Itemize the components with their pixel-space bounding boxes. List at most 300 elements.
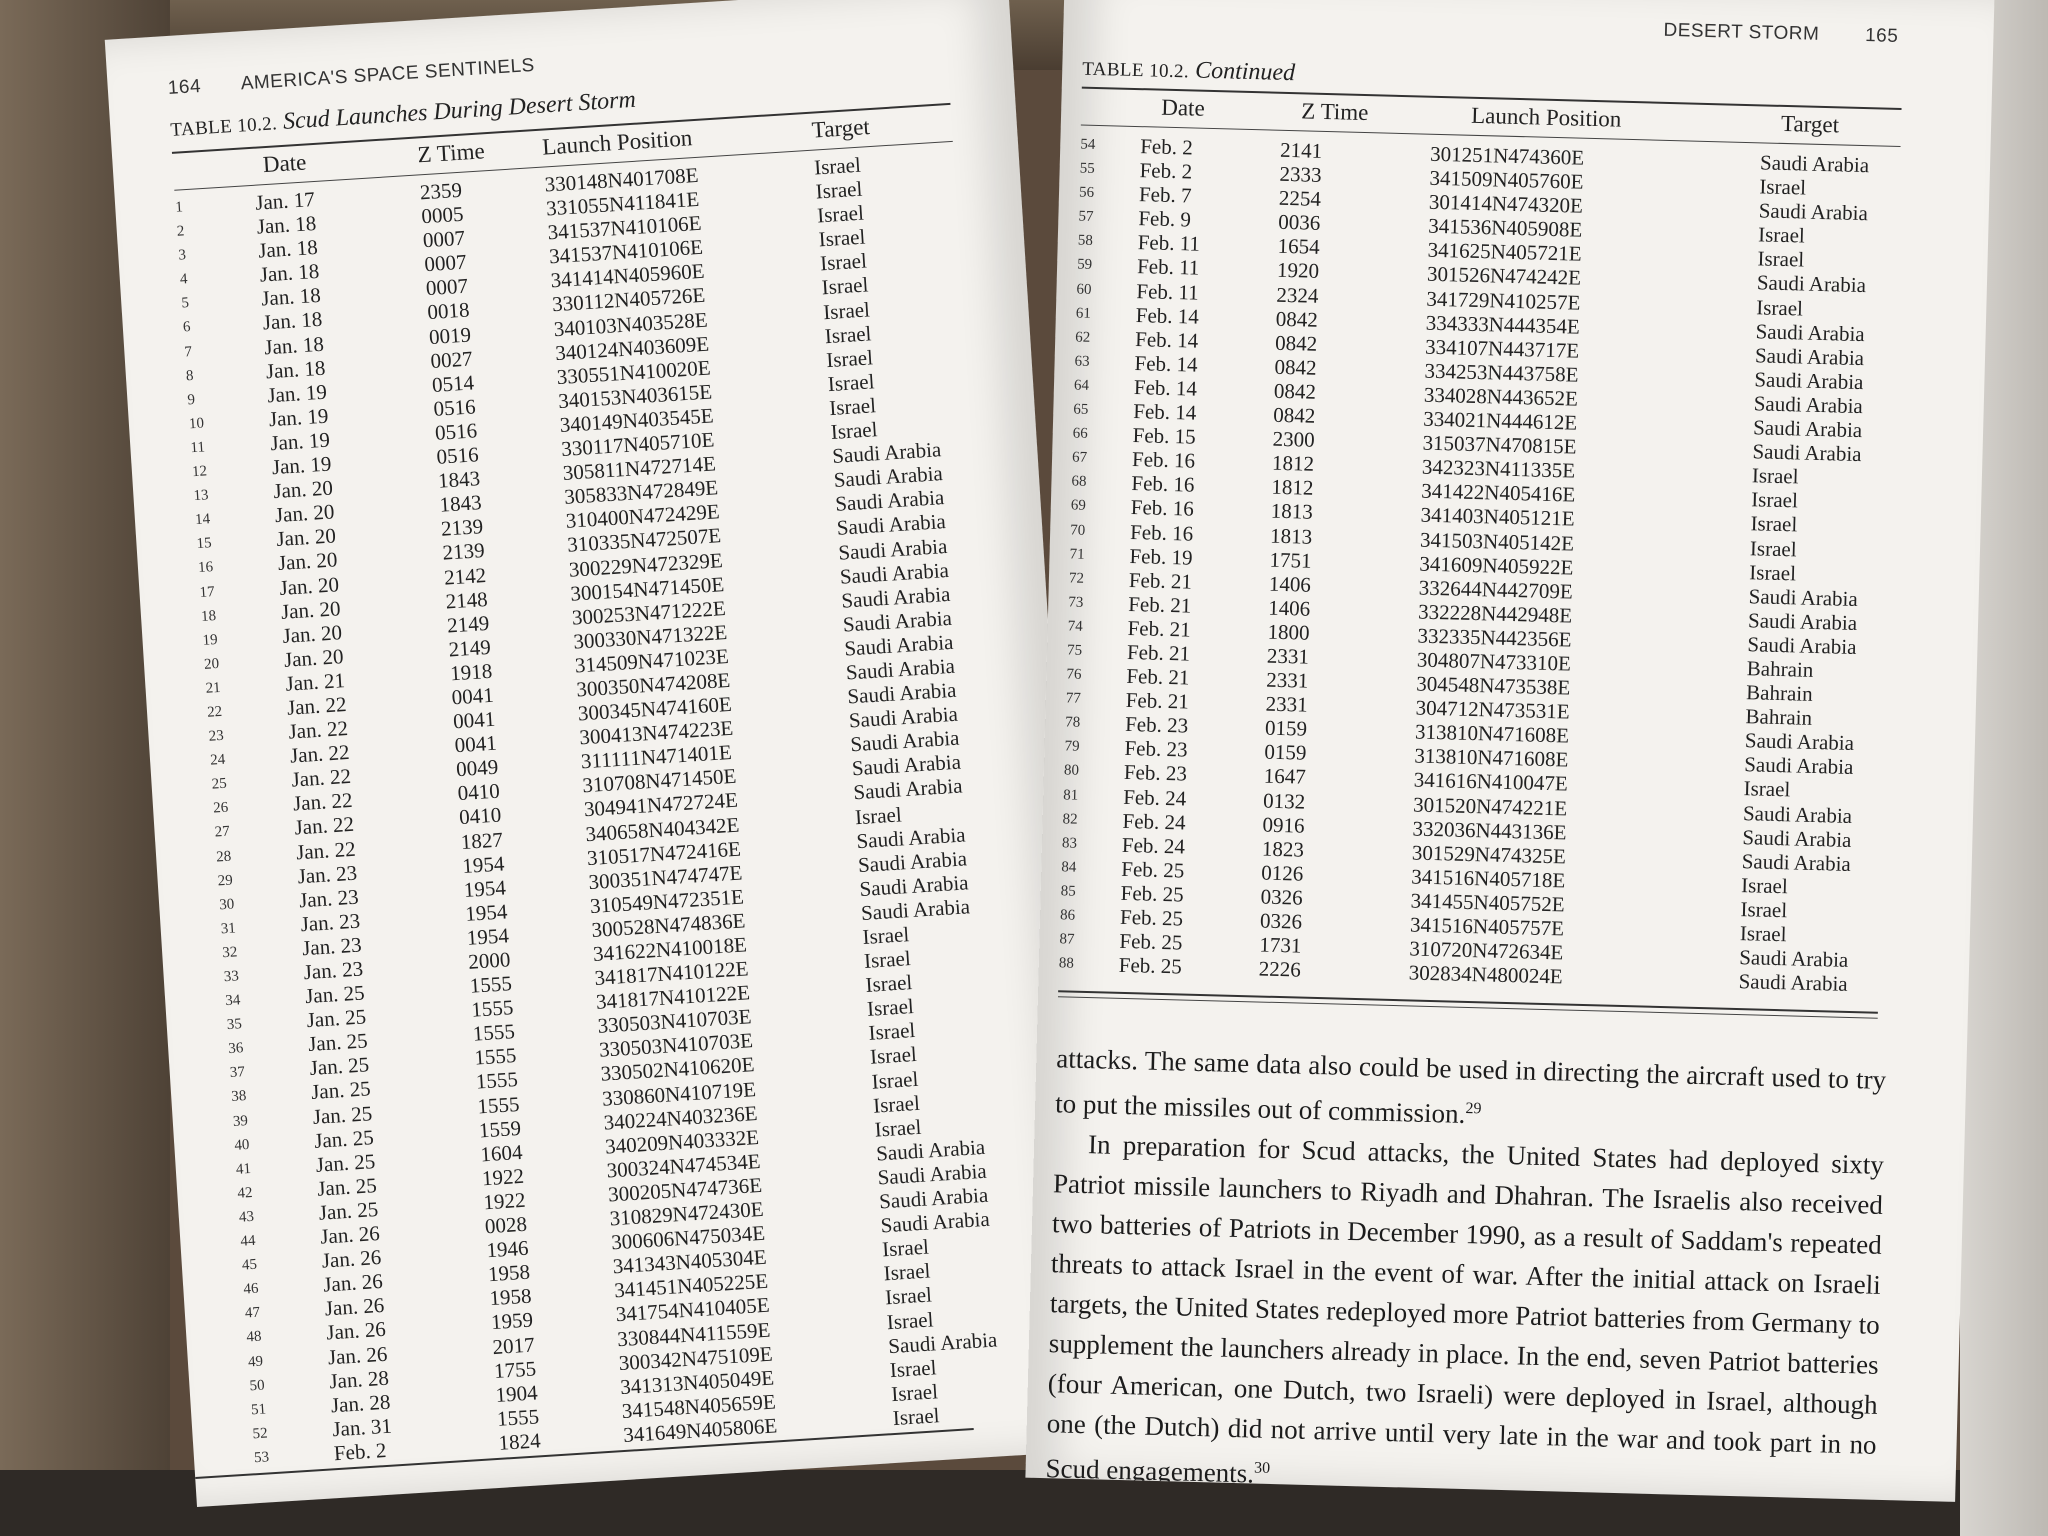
right-table-caption xyxy=(1082,55,1295,88)
left-page-number: 164 xyxy=(167,75,202,99)
row-ztime: 1812 xyxy=(1271,450,1315,476)
row-number: 3 xyxy=(177,247,187,264)
row-ztime: 1812 xyxy=(1271,474,1314,501)
row-date: Jan. 28 xyxy=(330,1389,392,1418)
row-position: 304941N472724E xyxy=(583,788,739,822)
row-position: 341622N410018E xyxy=(592,932,748,966)
row-date: Jan. 25 xyxy=(310,1076,372,1105)
row-position: 341509N405760E xyxy=(1429,165,1584,194)
row-number: 80 xyxy=(1063,762,1080,780)
row-position: 334333N444354E xyxy=(1425,310,1581,339)
row-ztime: 1731 xyxy=(1259,932,1302,958)
row-position: 341536N405908E xyxy=(1427,213,1583,242)
row-position: 300528N474836E xyxy=(590,908,747,942)
row-date: Jan. 18 xyxy=(265,355,326,384)
row-ztime: 0842 xyxy=(1274,330,1318,356)
row-number: 2 xyxy=(176,223,185,240)
row-target: Saudi Arabia xyxy=(840,581,951,613)
row-number: 51 xyxy=(250,1401,267,1419)
row-target: Israel xyxy=(830,417,879,445)
row-target: Israel xyxy=(1749,535,1797,561)
row-ztime: 0159 xyxy=(1264,739,1307,766)
row-ztime: 2324 xyxy=(1276,282,1319,308)
row-ztime: 1918 xyxy=(449,658,493,686)
row-date: Feb. 11 xyxy=(1136,254,1200,281)
row-target: Saudi Arabia xyxy=(1752,439,1862,467)
row-number: 59 xyxy=(1076,256,1093,274)
row-target: Saudi Arabia xyxy=(858,870,970,901)
row-ztime: 1954 xyxy=(466,923,510,950)
row-position: 341414N405960E xyxy=(549,259,706,293)
row-number: 15 xyxy=(196,535,213,553)
row-number: 52 xyxy=(252,1425,269,1443)
row-position: 330844N411559E xyxy=(616,1317,771,1351)
row-position: 301526N474242E xyxy=(1426,262,1582,291)
row-number: 75 xyxy=(1066,642,1083,659)
row-target: Israel xyxy=(866,994,915,1022)
row-position: 330503N410703E xyxy=(598,1028,754,1063)
row-target: Israel xyxy=(1739,921,1787,947)
row-target: Saudi Arabia xyxy=(1743,752,1854,780)
row-position: 341313N405049E xyxy=(619,1365,775,1399)
row-number: 32 xyxy=(221,944,238,962)
row-number: 6 xyxy=(182,319,191,336)
row-date: Jan. 18 xyxy=(256,211,317,239)
row-date: Jan. 20 xyxy=(272,475,334,504)
row-date: Jan. 26 xyxy=(322,1269,384,1297)
right-col-position: Launch Position xyxy=(1470,102,1622,132)
row-number: 34 xyxy=(224,992,241,1010)
left-table-title: Scud Launches During Desert Storm xyxy=(282,86,637,135)
row-number: 70 xyxy=(1070,521,1086,539)
row-target: Saudi Arabia xyxy=(860,894,971,925)
right-table-label: TABLE 10.2. xyxy=(1082,58,1190,83)
row-ztime: 2139 xyxy=(440,514,484,541)
row-ztime: 1823 xyxy=(1261,836,1305,862)
row-number: 1 xyxy=(174,199,184,216)
row-ztime: 1922 xyxy=(481,1163,525,1191)
row-target: Israel xyxy=(813,152,862,180)
right-col-ztime: Z Time xyxy=(1300,98,1369,126)
row-target: Israel xyxy=(863,946,912,974)
row-number: 27 xyxy=(214,824,231,841)
footnote-ref-30: 30 xyxy=(1253,1459,1271,1477)
row-position: 341422N405416E xyxy=(1421,478,1576,507)
row-position: 341817N410122E xyxy=(593,956,750,991)
row-date: Feb. 14 xyxy=(1134,350,1198,377)
left-col-date: Date xyxy=(262,149,308,178)
row-ztime: 2000 xyxy=(467,947,512,974)
row-position: 341455N405752E xyxy=(1410,888,1565,917)
row-number: 43 xyxy=(238,1208,255,1226)
row-ztime: 2017 xyxy=(491,1331,536,1359)
row-ztime: 1954 xyxy=(464,899,508,926)
row-position: 310720N472634E xyxy=(1409,936,1564,965)
row-number: 22 xyxy=(206,703,223,721)
row-date: Feb. 2 xyxy=(1139,158,1193,184)
row-target: Saudi Arabia xyxy=(1738,945,1849,973)
right-body-text xyxy=(1045,1038,1886,1502)
row-position: 341516N405757E xyxy=(1409,912,1565,941)
row-target: Israel xyxy=(884,1282,933,1310)
row-number: 45 xyxy=(241,1256,258,1274)
right-col-date: Date xyxy=(1160,94,1206,121)
row-ztime: 1920 xyxy=(1276,258,1320,284)
row-position: 310335N472507E xyxy=(566,523,722,558)
row-target: Israel xyxy=(1750,487,1799,513)
row-date: Jan. 19 xyxy=(269,427,331,456)
row-number: 86 xyxy=(1059,907,1076,924)
row-target: Bahrain xyxy=(1745,704,1813,731)
row-number: 84 xyxy=(1061,859,1077,876)
row-target: Saudi Arabia xyxy=(831,437,942,469)
row-position: 305811N472714E xyxy=(562,451,717,486)
row-date: Jan. 22 xyxy=(290,764,352,792)
row-position: 300413N474223E xyxy=(578,715,734,750)
row-number: 30 xyxy=(218,896,235,914)
row-date: Jan. 22 xyxy=(293,812,355,840)
row-date: Feb. 25 xyxy=(1120,880,1185,907)
right-table-bottom-rule-2 xyxy=(1058,996,1878,1018)
row-target: Saudi Arabia xyxy=(852,773,964,805)
right-page-number: 165 xyxy=(1864,25,1899,47)
row-target: Saudi Arabia xyxy=(833,461,944,493)
row-position: 341537N410106E xyxy=(546,210,703,245)
row-target: Israel xyxy=(889,1354,938,1382)
row-number: 58 xyxy=(1077,232,1093,250)
row-target: Israel xyxy=(1759,174,1807,200)
row-position: 330502N410620E xyxy=(599,1052,756,1087)
row-date: Jan. 19 xyxy=(268,403,330,432)
row-position: 341343N405304E xyxy=(612,1244,768,1279)
row-ztime: 0842 xyxy=(1272,402,1316,428)
row-number: 8 xyxy=(185,367,195,385)
row-number: 71 xyxy=(1069,546,1085,563)
row-target: Saudi Arabia xyxy=(855,822,967,853)
row-ztime: 1406 xyxy=(1268,571,1312,597)
row-date: Feb. 7 xyxy=(1138,182,1192,208)
row-ztime: 1406 xyxy=(1267,595,1311,621)
row-position: 302834N480024E xyxy=(1408,960,1564,989)
row-position: 301520N474221E xyxy=(1412,792,1568,821)
row-number: 76 xyxy=(1066,666,1082,683)
row-ztime: 0036 xyxy=(1278,210,1321,236)
row-number: 64 xyxy=(1073,377,1090,394)
row-target: Israel xyxy=(881,1234,930,1262)
row-ztime: 0159 xyxy=(1264,715,1308,741)
row-ztime: 0007 xyxy=(422,225,466,253)
right-table-body xyxy=(1059,133,1901,997)
row-date: Feb. 21 xyxy=(1125,688,1190,714)
row-ztime: 0842 xyxy=(1274,354,1317,380)
row-date: Jan. 25 xyxy=(315,1148,376,1177)
footnote-ref-29: 29 xyxy=(1465,1099,1482,1118)
row-position: 334028N443652E xyxy=(1423,382,1579,411)
left-col-position: Launch Position xyxy=(541,125,693,160)
row-target: Saudi Arabia xyxy=(1752,415,1863,443)
row-date: Jan. 19 xyxy=(266,379,328,408)
row-date: Jan. 23 xyxy=(302,956,364,985)
row-date: Jan. 25 xyxy=(307,1028,369,1057)
row-date: Jan. 25 xyxy=(316,1172,378,1201)
row-date: Jan. 18 xyxy=(260,283,322,311)
row-number: 9 xyxy=(187,391,196,409)
row-number: 73 xyxy=(1068,594,1084,611)
row-target: Saudi Arabia xyxy=(887,1327,998,1358)
row-date: Jan. 25 xyxy=(312,1100,373,1129)
row-target: Israel xyxy=(820,272,870,300)
row-target: Saudi Arabia xyxy=(875,1134,986,1166)
row-date: Jan. 26 xyxy=(325,1317,387,1345)
row-ztime: 0027 xyxy=(429,346,474,373)
row-position: 341548N405659E xyxy=(621,1389,777,1423)
row-date: Jan. 18 xyxy=(257,235,319,263)
row-date: Jan. 17 xyxy=(254,187,316,215)
row-date: Jan. 23 xyxy=(298,884,360,913)
right-running-head xyxy=(1663,20,1898,48)
row-target: Israel xyxy=(864,970,913,998)
row-date: Feb. 21 xyxy=(1127,615,1191,642)
row-date: Feb. 2 xyxy=(333,1437,388,1466)
row-target: Israel xyxy=(1740,897,1788,923)
row-date: Jan. 31 xyxy=(331,1413,393,1442)
row-number: 53 xyxy=(253,1449,270,1467)
row-date: Jan. 20 xyxy=(277,547,339,576)
row-date: Feb. 23 xyxy=(1124,712,1189,738)
row-ztime: 0916 xyxy=(1262,812,1305,838)
row-target: Israel xyxy=(861,922,910,950)
row-ztime: 0842 xyxy=(1273,378,1317,404)
row-target: Saudi Arabia xyxy=(1747,632,1857,659)
row-target: Israel xyxy=(892,1403,941,1430)
row-position: 300351N474747E xyxy=(587,860,744,894)
row-target: Israel xyxy=(882,1258,932,1286)
row-target: Saudi Arabia xyxy=(1758,198,1869,226)
row-target: Israel xyxy=(823,320,873,348)
row-number: 69 xyxy=(1070,497,1087,515)
row-ztime: 1555 xyxy=(476,1091,521,1119)
row-date: Jan. 25 xyxy=(304,980,366,1009)
row-date: Jan. 22 xyxy=(286,691,348,720)
row-target: Saudi Arabia xyxy=(876,1158,988,1190)
row-number: 20 xyxy=(203,655,220,673)
row-target: Israel xyxy=(1757,222,1806,248)
row-target: Israel xyxy=(814,176,863,204)
row-ztime: 1555 xyxy=(496,1404,540,1431)
row-ztime: 0516 xyxy=(432,394,477,421)
row-number: 85 xyxy=(1060,883,1076,900)
row-ztime: 1755 xyxy=(493,1356,537,1383)
row-position: 341817N410122E xyxy=(595,980,751,1015)
row-number: 7 xyxy=(183,343,193,361)
row-number: 46 xyxy=(242,1280,259,1298)
row-position: 330860N410719E xyxy=(601,1076,757,1111)
row-ztime: 1555 xyxy=(475,1067,519,1095)
row-number: 81 xyxy=(1063,786,1079,804)
row-number: 49 xyxy=(247,1353,264,1370)
row-target: Saudi Arabia xyxy=(1759,150,1870,178)
row-number: 38 xyxy=(230,1088,247,1106)
row-position: 310708N471450E xyxy=(581,764,737,798)
row-position: 341516N405718E xyxy=(1410,864,1566,893)
row-position: 330112N405726E xyxy=(551,283,706,317)
row-target: Saudi Arabia xyxy=(1754,343,1865,370)
row-position: 304712N473531E xyxy=(1415,695,1570,724)
row-position: 314509N471023E xyxy=(574,643,730,678)
row-target: Saudi Arabia xyxy=(845,653,956,685)
left-col-target: Target xyxy=(811,114,871,143)
row-date: Feb. 11 xyxy=(1136,278,1200,305)
row-ztime: 1958 xyxy=(487,1259,531,1287)
row-date: Jan. 25 xyxy=(313,1124,375,1153)
row-date: Feb. 14 xyxy=(1135,302,1200,329)
row-target: Saudi Arabia xyxy=(834,485,945,517)
row-ztime: 1800 xyxy=(1267,619,1310,645)
row-number: 19 xyxy=(202,631,219,649)
right-page xyxy=(1025,0,1994,1502)
row-ztime: 0326 xyxy=(1260,884,1303,910)
row-position: 341649N405806E xyxy=(622,1413,778,1447)
row-number: 68 xyxy=(1071,473,1087,491)
row-position: 301414N474320E xyxy=(1428,189,1584,218)
row-number: 10 xyxy=(188,415,205,433)
row-number: 56 xyxy=(1078,184,1095,202)
row-ztime: 1555 xyxy=(473,1043,518,1071)
row-position: 301251N474360E xyxy=(1429,141,1585,170)
row-number: 28 xyxy=(215,848,232,865)
row-ztime: 1843 xyxy=(437,466,481,493)
row-target: Israel xyxy=(1755,294,1804,321)
row-number: 41 xyxy=(235,1160,252,1178)
row-number: 31 xyxy=(220,920,237,938)
row-ztime: 1813 xyxy=(1269,523,1313,549)
row-ztime: 0019 xyxy=(428,322,472,349)
row-position: 305833N472849E xyxy=(563,475,719,510)
row-target: Israel xyxy=(825,345,874,372)
left-table-label: TABLE 10.2. xyxy=(169,113,278,141)
row-ztime: 0516 xyxy=(434,418,478,445)
row-ztime: 0132 xyxy=(1262,788,1306,814)
row-number: 87 xyxy=(1059,931,1075,948)
row-position: 300154N471450E xyxy=(569,571,725,606)
row-position: 300229N472329E xyxy=(568,547,724,582)
row-number: 21 xyxy=(205,679,222,697)
row-position: 304548N473538E xyxy=(1415,671,1571,700)
row-date: Jan. 28 xyxy=(328,1365,390,1393)
row-number: 82 xyxy=(1062,810,1078,828)
row-position: 300606N475034E xyxy=(610,1220,766,1255)
row-target: Israel xyxy=(854,801,903,829)
row-date: Feb. 16 xyxy=(1131,447,1196,473)
row-date: Jan. 18 xyxy=(262,307,323,335)
row-date: Jan. 26 xyxy=(327,1341,389,1369)
row-ztime: 0842 xyxy=(1275,306,1319,332)
row-position: 300345N474160E xyxy=(577,691,733,726)
row-date: Jan. 20 xyxy=(278,571,340,600)
row-target: Saudi Arabia xyxy=(843,629,955,661)
row-position: 334021N444612E xyxy=(1422,406,1578,435)
row-ztime: 2148 xyxy=(444,586,489,614)
row-position: 315037N470815E xyxy=(1422,430,1577,459)
row-position: 332335N442356E xyxy=(1417,623,1572,652)
row-number: 65 xyxy=(1073,401,1089,418)
row-number: 67 xyxy=(1071,449,1088,467)
row-date: Feb. 21 xyxy=(1126,664,1190,690)
row-position: 300342N475109E xyxy=(618,1341,774,1375)
row-date: Feb. 25 xyxy=(1119,904,1184,931)
row-target: Israel xyxy=(1740,872,1789,899)
row-target: Bahrain xyxy=(1746,656,1814,682)
row-target: Saudi Arabia xyxy=(846,677,958,709)
row-ztime: 0410 xyxy=(458,802,502,830)
row-position: 300330N471322E xyxy=(572,619,728,654)
row-number: 72 xyxy=(1068,570,1085,587)
row-position: 340149N403545E xyxy=(559,403,715,437)
row-date: Jan. 22 xyxy=(289,740,351,768)
row-date: Feb. 25 xyxy=(1118,953,1183,979)
row-target: Israel xyxy=(1757,246,1805,272)
row-position: 330117N405710E xyxy=(560,427,716,462)
row-number: 4 xyxy=(179,271,188,288)
row-number: 23 xyxy=(208,727,225,745)
row-target: Saudi Arabia xyxy=(1741,848,1852,876)
row-number: 11 xyxy=(190,439,206,457)
row-date: Jan. 21 xyxy=(284,667,346,696)
row-date: Jan. 26 xyxy=(321,1245,382,1273)
row-ztime: 0018 xyxy=(426,297,471,325)
row-target: Saudi Arabia xyxy=(1756,270,1867,298)
row-ztime: 1904 xyxy=(494,1380,539,1407)
row-ztime: 0007 xyxy=(425,273,469,301)
paragraph-2: In preparation for Scud attacks, the United States had deployed sixty Patriot missile launchers to Riyadh and Dhahran. The Israelis also received two batteries of Patriots in December 1990, as a result of Saddam's repeated threats to attack Israel in the event of war. After the initial attack on Israeli targets, the United States redeployed more Patriot batteries from Germany to supplement the launchers already in place. In the end, seven Patriot batteries (four American, one Dutch, two Israeli) were deployed in Israel, although one (the Dutch) did not arrive until very late in the war and took part in no Scud engagements.$^{30}$ xyxy=(1045,1129,1885,1489)
row-number: 62 xyxy=(1075,329,1091,346)
row-date: Feb. 21 xyxy=(1128,567,1193,594)
row-position: 332228N442948E xyxy=(1417,599,1573,628)
row-position: 341503N405142E xyxy=(1419,527,1575,556)
row-date: Feb. 24 xyxy=(1121,832,1186,859)
row-number: 66 xyxy=(1072,425,1088,442)
row-ztime: 1751 xyxy=(1269,547,1312,573)
right-col-target: Target xyxy=(1780,110,1840,138)
row-date: Feb. 16 xyxy=(1129,519,1194,546)
row-date: Feb. 9 xyxy=(1138,206,1192,232)
row-target: Saudi Arabia xyxy=(837,533,948,565)
row-date: Jan. 22 xyxy=(287,716,349,744)
row-position: 341625N405721E xyxy=(1427,238,1582,267)
row-ztime: 1954 xyxy=(463,875,507,902)
row-number: 55 xyxy=(1079,160,1095,178)
row-position: 310549N472351E xyxy=(589,884,745,918)
row-position: 340658N404342E xyxy=(584,812,740,846)
row-number: 88 xyxy=(1058,955,1075,972)
row-position: 332644N442709E xyxy=(1418,575,1574,604)
row-position: 311111N471401E xyxy=(580,740,733,774)
row-position: 310400N472429E xyxy=(565,499,721,534)
row-number: 5 xyxy=(180,295,190,312)
row-ztime: 0516 xyxy=(435,442,480,469)
row-number: 54 xyxy=(1080,136,1096,153)
row-ztime: 1555 xyxy=(469,971,513,998)
row-position: 313810N471608E xyxy=(1414,719,1570,748)
row-target: Saudi Arabia xyxy=(839,557,950,589)
row-date: Feb. 25 xyxy=(1121,856,1185,883)
row-target: Israel xyxy=(870,1066,919,1094)
row-date: Jan. 25 xyxy=(308,1052,370,1081)
row-ztime: 0326 xyxy=(1259,908,1303,934)
left-col-ztime: Z Time xyxy=(416,138,486,168)
row-date: Feb. 23 xyxy=(1123,760,1188,786)
row-date: Jan. 26 xyxy=(324,1293,385,1321)
